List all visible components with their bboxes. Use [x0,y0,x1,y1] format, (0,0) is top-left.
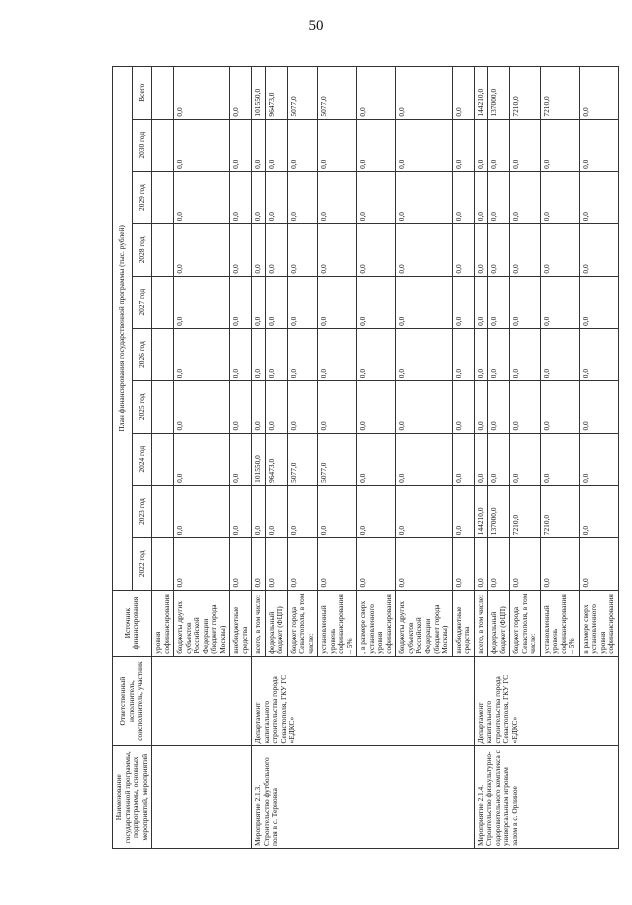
cell-source: федеральный бюджет (ФЦП) [265,590,287,656]
cell-value: 0,0 [252,328,266,380]
cell-value: 0,0 [265,276,287,328]
header-plan-group: План финансирования государственной программы (тыс. рублей) [113,67,133,591]
cell-value: 0,0 [252,119,266,171]
cell-source: в размере сверх установленного уровня софинансирования [579,590,618,656]
cell-value: 0,0 [318,224,357,276]
header-year: 2024 год [132,433,152,485]
cell-value: 0,0 [265,381,287,433]
table-row [152,67,174,849]
cell-value: 0,0 [452,538,474,590]
cell-value: 0,0 [174,328,230,380]
cell-value: 0,0 [488,171,510,223]
cell-value: 0,0 [510,276,541,328]
cell-value: 0,0 [174,381,230,433]
cell-value: 0,0 [318,538,357,590]
table-row [474,67,488,849]
cell-value: 0,0 [474,276,488,328]
page-number: 50 [308,18,324,34]
cell-value: 0,0 [396,171,452,223]
cell-value: 96473,0 [265,67,287,120]
cell-value: 0,0 [230,433,252,485]
cell-value: 0,0 [510,119,541,171]
cell-value: 0,0 [488,276,510,328]
cell-value: 0,0 [230,224,252,276]
cell-value: 0,0 [357,276,396,328]
header-year: 2027 год [132,276,152,328]
cell-value: 7210,0 [540,485,579,537]
cell-value: 0,0 [579,381,618,433]
cell-value: 0,0 [474,381,488,433]
cell-value: 0,0 [510,224,541,276]
cell-value: 0,0 [287,119,318,171]
cell-value: 0,0 [474,433,488,485]
cell-source: уровня софинансирования [152,590,174,656]
cell-value [152,381,174,433]
cell-value [152,224,174,276]
cell-value: 0,0 [396,433,452,485]
cell-value: 0,0 [230,485,252,537]
cell-value: 0,0 [318,485,357,537]
cell-value: 7210,0 [510,67,541,120]
table-header [113,67,152,849]
cell-value: 0,0 [318,381,357,433]
cell-value: 0,0 [474,119,488,171]
cell-value: 144210,0 [474,485,488,537]
cell-value: 0,0 [357,433,396,485]
header-year: 2026 год [132,328,152,380]
cell-value: 0,0 [510,381,541,433]
cell-value: 0,0 [579,224,618,276]
cell-source: бюджеты других субъектов Российской Федерации (бюджет города Москвы) [174,590,230,656]
cell-value: 0,0 [396,276,452,328]
cell-value: 144210,0 [474,67,488,120]
cell-value: 0,0 [357,67,396,120]
cell-value: 0,0 [488,433,510,485]
header-year: 2022 год [132,538,152,590]
cell-value: 0,0 [252,538,266,590]
cell-value: 0,0 [357,171,396,223]
cell-value [152,328,174,380]
cell-value: 0,0 [357,119,396,171]
cell-source: бюджет города Севастополя, в том числе: [287,590,318,656]
cell-value: 5077,0 [287,433,318,485]
cell-value: 0,0 [357,381,396,433]
cell-value: 0,0 [540,433,579,485]
cell-value: 0,0 [540,276,579,328]
table-body [152,67,619,849]
cell-value: 0,0 [318,119,357,171]
header-year: 2030 год [132,119,152,171]
cell-name [152,746,252,849]
cell-value: 0,0 [474,224,488,276]
cell-value: 0,0 [396,328,452,380]
cell-value: 0,0 [510,171,541,223]
header-source: Источник финансирования [113,590,152,656]
cell-source: , в размере сверх установленного уровня софинансирования [357,590,396,656]
cell-value: 0,0 [318,171,357,223]
cell-value: 101550,0 [252,433,266,485]
cell-value: 0,0 [452,119,474,171]
header-name: Наименование государственной программы, подпрограммы, основных мероприятий, мероприятий [113,746,152,849]
cell-value: 0,0 [318,328,357,380]
cell-value: 0,0 [230,538,252,590]
cell-value: 137000,0 [488,485,510,537]
cell-value: 0,0 [252,224,266,276]
cell-value: 0,0 [265,119,287,171]
cell-value: 0,0 [252,485,266,537]
cell-value: 0,0 [396,381,452,433]
cell-value: 0,0 [488,119,510,171]
cell-value: 0,0 [488,381,510,433]
cell-value: 0,0 [252,276,266,328]
cell-value: 0,0 [579,433,618,485]
cell-value: 96473,0 [265,433,287,485]
header-year: 2028 год [132,224,152,276]
cell-value: 0,0 [452,67,474,120]
cell-value: 7210,0 [510,485,541,537]
cell-value: 0,0 [474,538,488,590]
cell-source: установленный уровень софинансирования – 5% [540,590,579,656]
cell-value [152,119,174,171]
cell-value: 0,0 [540,119,579,171]
cell-value: 0,0 [357,328,396,380]
cell-value [152,538,174,590]
cell-value: 0,0 [540,171,579,223]
cell-value: 0,0 [540,224,579,276]
cell-value: 0,0 [174,538,230,590]
cell-value: 0,0 [287,381,318,433]
cell-source: всего, в том числе: [474,590,488,656]
cell-value: 0,0 [579,171,618,223]
cell-value: 0,0 [265,485,287,537]
cell-value: 0,0 [318,276,357,328]
cell-value [152,171,174,223]
cell-source: бюджет города Севастополя, в том числе: [510,590,541,656]
cell-value: 0,0 [357,224,396,276]
header-year: Всего [132,67,152,120]
cell-value: 0,0 [357,538,396,590]
cell-value: 0,0 [474,171,488,223]
cell-value: 0,0 [252,171,266,223]
cell-value: 101550,0 [252,67,266,120]
financing-plan-table [112,66,619,849]
cell-value: 0,0 [452,485,474,537]
cell-value: 0,0 [579,67,618,120]
cell-value: 0,0 [452,328,474,380]
header-responsible: Ответственный исполнитель, соисполнитель, участник [113,656,152,746]
cell-responsible: Департамент капитального строительства города Севастополя, ГКУ ГС «ЕДКС» [252,656,474,746]
cell-value: 0,0 [230,119,252,171]
cell-value: 0,0 [230,381,252,433]
cell-source: бюджеты других субъектов Российской Федерации (бюджет города Москвы) [396,590,452,656]
cell-value: 5077,0 [287,67,318,120]
cell-value: 0,0 [174,119,230,171]
cell-value: 0,0 [357,485,396,537]
cell-value: 0,0 [510,538,541,590]
cell-value: 0,0 [579,538,618,590]
cell-value: 0,0 [230,276,252,328]
header-year: 2023 год [132,485,152,537]
cell-value: 0,0 [174,224,230,276]
header-year: 2029 год [132,171,152,223]
cell-value: 0,0 [265,328,287,380]
cell-value: 0,0 [510,433,541,485]
cell-value: 0,0 [396,119,452,171]
cell-value: 0,0 [452,381,474,433]
cell-value: 0,0 [174,171,230,223]
cell-value: 0,0 [174,433,230,485]
cell-value: 0,0 [540,328,579,380]
cell-value: 0,0 [230,171,252,223]
table-row [252,67,266,849]
cell-value: 0,0 [174,276,230,328]
cell-value: 0,0 [510,328,541,380]
cell-value: 0,0 [540,381,579,433]
cell-value: 0,0 [579,485,618,537]
cell-value: 0,0 [287,538,318,590]
cell-value [152,485,174,537]
cell-value: 0,0 [396,485,452,537]
cell-value: 0,0 [488,224,510,276]
cell-value: 5077,0 [318,433,357,485]
cell-value: 0,0 [287,224,318,276]
cell-responsible: Департамент капитального строительства города Севастополя, ГКУ ГС «ЕДКС» [474,656,618,746]
cell-value: 0,0 [488,328,510,380]
cell-value [152,67,174,120]
cell-value: 7210,0 [540,67,579,120]
cell-value: 0,0 [396,67,452,120]
cell-value: 0,0 [452,224,474,276]
cell-value: 0,0 [230,67,252,120]
cell-value: 0,0 [579,276,618,328]
cell-value: 0,0 [396,538,452,590]
cell-value: 5077,0 [318,67,357,120]
cell-value: 0,0 [287,485,318,537]
cell-value: 0,0 [452,276,474,328]
cell-value: 0,0 [287,276,318,328]
header-year: 2025 год [132,381,152,433]
cell-source: установленный уровень софинансирования – 5% [318,590,357,656]
cell-value: 0,0 [265,171,287,223]
cell-value: 0,0 [579,119,618,171]
cell-value: 0,0 [579,328,618,380]
cell-value: 0,0 [488,538,510,590]
rotated-table-frame [112,66,616,849]
cell-value: 0,0 [474,328,488,380]
cell-name: Мероприятие 2.1.4. Строительство физкультурно-оздоровительного комплекса с универсальным игровым залом в с. Орлиное [474,746,618,849]
cell-value: 0,0 [287,171,318,223]
cell-value: 0,0 [287,328,318,380]
cell-name: Мероприятие 2.1.3. Строительство футбольного поля в с. Терновка [252,746,474,849]
cell-source: внебюджетные средства [452,590,474,656]
cell-value: 0,0 [265,538,287,590]
cell-source: всего, в том числе: [252,590,266,656]
cell-value: 0,0 [230,328,252,380]
cell-value: 0,0 [452,433,474,485]
cell-responsible [152,656,252,746]
cell-value: 0,0 [452,171,474,223]
cell-value: 0,0 [252,381,266,433]
cell-value: 0,0 [540,538,579,590]
cell-value: 0,0 [174,67,230,120]
cell-value: 137000,0 [488,67,510,120]
cell-value: 0,0 [265,224,287,276]
cell-source: внебюджетные средства [230,590,252,656]
cell-value: 0,0 [396,224,452,276]
cell-source: федеральный бюджет (ФЦП) [488,590,510,656]
rotated-table-container [112,66,616,849]
cell-value [152,276,174,328]
cell-value [152,433,174,485]
cell-value: 0,0 [174,485,230,537]
